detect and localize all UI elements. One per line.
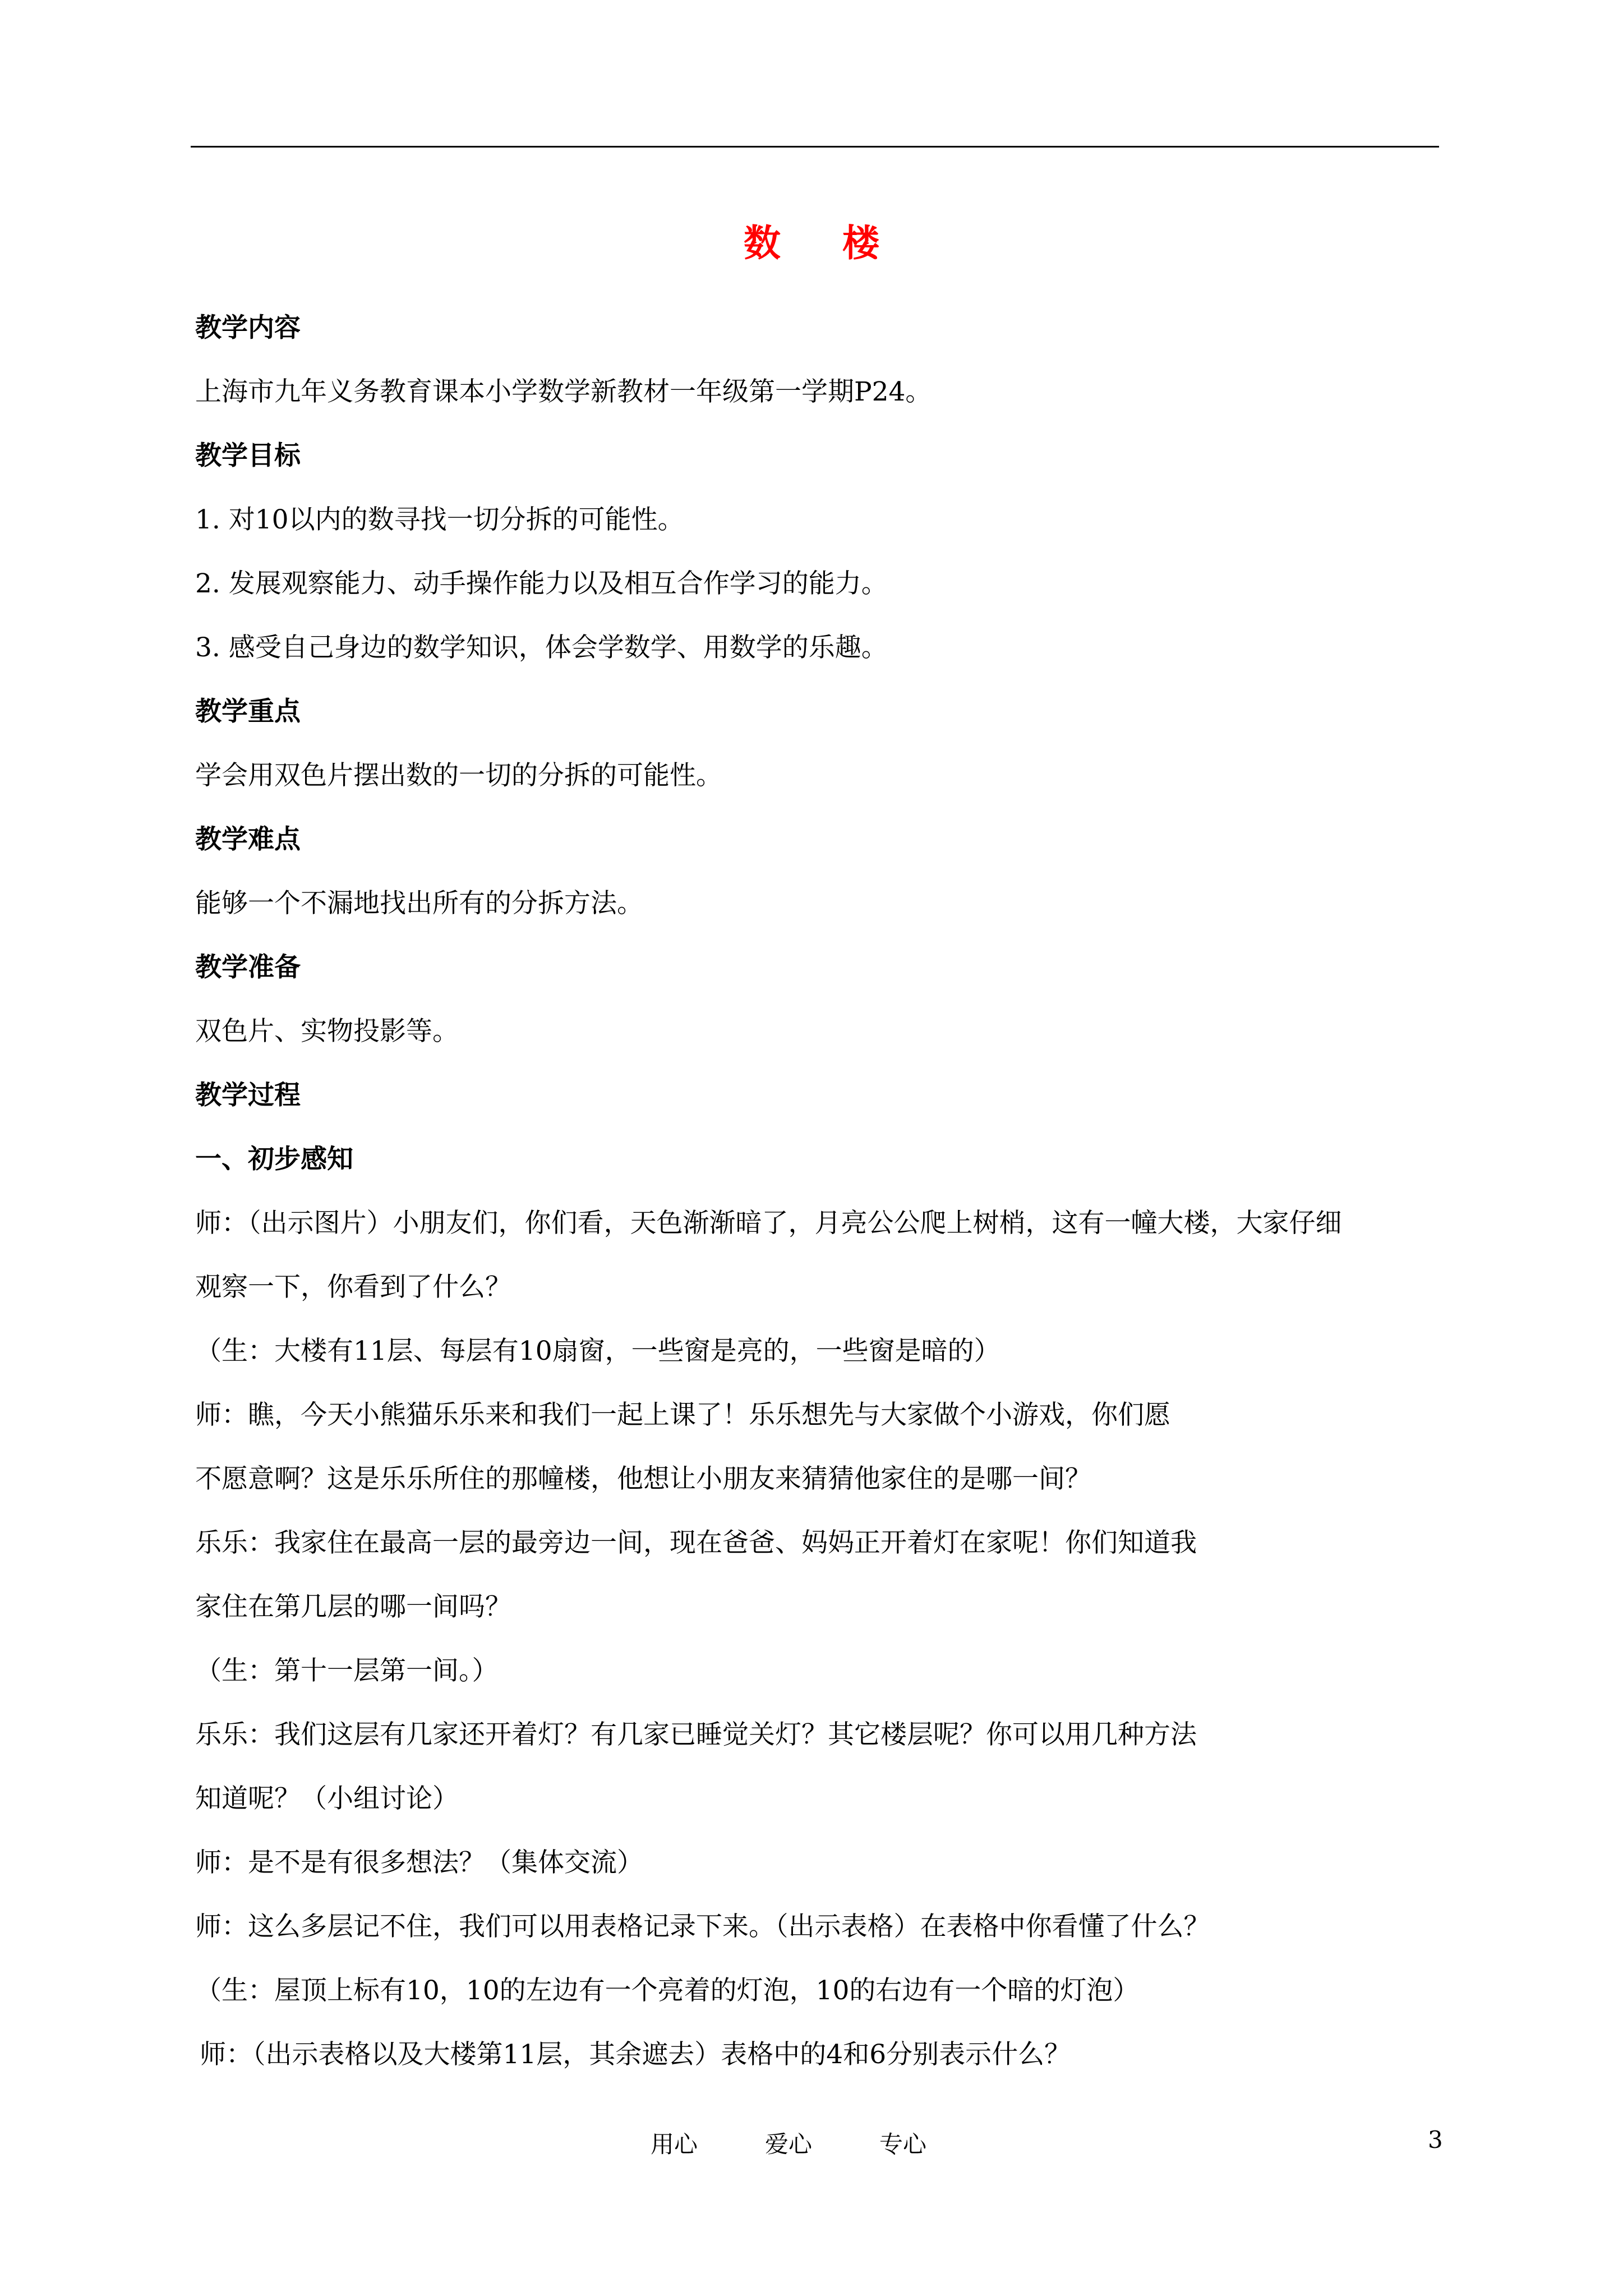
paragraph-line: 师：（出示表格以及大楼第11层，其余遮去）表格中的4和6分别表示什么？: [200, 2039, 1071, 2070]
section-heading: 一、初步感知: [195, 1144, 353, 1175]
paragraph-line: 观察一下，你看到了什么？: [195, 1272, 511, 1303]
paragraph-line: 家住在第几层的哪一间吗？: [195, 1591, 511, 1622]
paragraph-line: 双色片、实物投影等。: [195, 1016, 459, 1047]
paragraph-line: 1. 对10以内的数寻找一切分拆的可能性。: [195, 504, 684, 535]
footer-slogan-word: 爱心: [765, 2131, 813, 2158]
paragraph-line: 2. 发展观察能力、动手操作能力以及相互合作学习的能力。: [195, 568, 888, 599]
section-heading: 教学目标: [195, 440, 301, 471]
paragraph-line: 3. 感受自己身边的数学知识，体会学数学、用数学的乐趣。: [195, 632, 888, 663]
paragraph-line: 知道呢？（小组讨论）: [195, 1783, 459, 1814]
document-body: [195, 296, 1446, 2087]
paragraph-line: （生：屋顶上标有10，10的左边有一个亮着的灯泡，10的右边有一个暗的灯泡）: [195, 1975, 1140, 2006]
paragraph-line: 能够一个不漏地找出所有的分拆方法。: [195, 888, 643, 919]
section-heading: 教学过程: [195, 1080, 301, 1111]
paragraph-line: （生：大楼有11层、每层有10扇窗，一些窗是亮的，一些窗是暗的）: [195, 1336, 1000, 1366]
paragraph-line: （生：第十一层第一间。）: [195, 1655, 499, 1686]
page-title: [0, 213, 1623, 266]
paragraph-line: 不愿意啊？这是乐乐所住的那幢楼，他想让小朋友来猜猜他家住的是哪一间？: [195, 1464, 1091, 1494]
paragraph-line: 师：是不是有很多想法？（集体交流）: [195, 1847, 643, 1878]
section-heading: 教学准备: [195, 952, 301, 983]
title-char-2: 楼: [842, 221, 879, 265]
section-heading: 教学重点: [195, 696, 301, 727]
header-rule: [191, 146, 1439, 148]
paragraph-line: 师：（出示图片）小朋友们，你们看，天色渐渐暗了，月亮公公爬上树梢，这有一幢大楼，大家仔细: [195, 1208, 1342, 1239]
section-heading: 教学难点: [195, 824, 301, 855]
footer-slogan: [651, 2126, 994, 2160]
paragraph-line: 师：瞧，今天小熊猫乐乐来和我们一起上课了！乐乐想先与大家做个小游戏，你们愿: [195, 1400, 1170, 1430]
paragraph-line: 学会用双色片摆出数的一切的分拆的可能性。: [195, 760, 722, 791]
paragraph-line: 乐乐：我家住在最高一层的最旁边一间，现在爸爸、妈妈正开着灯在家呢！你们知道我: [195, 1527, 1197, 1558]
section-heading: 教学内容: [195, 312, 301, 343]
footer-slogan-word: 专心: [879, 2131, 927, 2158]
paragraph-line: 师：这么多层记不住，我们可以用表格记录下来。（出示表格）在表格中你看懂了什么？: [195, 1911, 1210, 1942]
footer-slogan-word: 用心: [651, 2131, 698, 2158]
page-number: 3: [1428, 2126, 1443, 2154]
paragraph-line: 乐乐：我们这层有几家还开着灯？有几家已睡觉关灯？其它楼层呢？你可以用几种方法: [195, 1719, 1197, 1750]
title-char-1: 数: [744, 221, 781, 265]
paragraph-line: 上海市九年义务教育课本小学数学新教材一年级第一学期P24。: [195, 376, 932, 407]
